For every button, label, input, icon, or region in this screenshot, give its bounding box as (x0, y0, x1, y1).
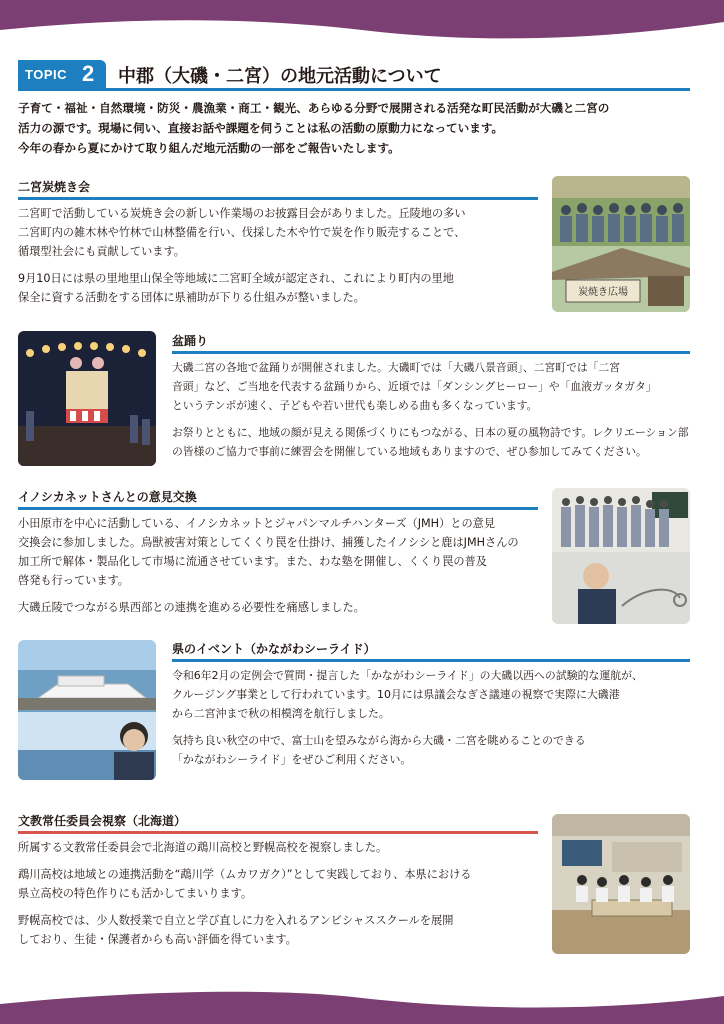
body-line: クルージング事業として行われています。10月には県議会なぎさ議連の視察で実際に大磯港 (172, 688, 620, 701)
section-title-seaside: 県のイベント（かながわシーライド） (172, 642, 376, 656)
body-line: から二宮沖まで秋の相模湾を航行しました。 (172, 707, 390, 720)
body-line: 9月10日には県の里地里山保全等地域に二宮町全域が認定され、これにより町内の里地 (18, 272, 454, 285)
body-line: 「かながわシーライド」をぜひご利用ください。 (172, 753, 412, 766)
body-line: 気持ち良い秋空の中で、富士山を望みながら海から大磯・二宮を眺めることのできる (172, 734, 586, 747)
topic-title: 中郡（大磯・二宮）の地元活動について (118, 66, 442, 87)
top-wave-decoration (0, 0, 724, 44)
body-line: お祭りとともに、地域の顔が見える関係づくりにもつながる、日本の夏の風物詩です。レクリエーション部 (172, 426, 689, 439)
body-line: 大磯二宮の各地で盆踊りが開催されました。大磯町では「大磯八景音頭」、二宮町では「二宮 (172, 361, 621, 374)
photo-sea-ride (18, 640, 156, 780)
photo-sumiyaki-group (552, 176, 690, 312)
body-line: 啓発も行っています。 (18, 574, 129, 587)
body-line: 野幌高校では、少人数授業で自立と学び直しに力を入れるアンビシャススクールを展開 (18, 914, 454, 927)
body-line: 鵡川高校は地域との連携活動を“鵡川学（ムカワガク）”として実践しており、本県における (18, 868, 472, 881)
intro-line: 今年の春から夏にかけて取り組んだ地元活動の一部をご報告いたします。 (18, 141, 400, 155)
section-body-bunkyo (18, 838, 543, 957)
section-body-sumiyaki (18, 204, 543, 315)
body-line: 二宮町内の雑木林や竹林で山林整備を行い、伐採した木や竹で炭を作り販売することで、 (18, 226, 466, 239)
section-title-sumiyaki: 二宮炭焼き会 (18, 180, 91, 194)
section-body-inoshika (18, 514, 543, 625)
body-line: というテンポが速く、子どもや若い世代も楽しめる曲も多くなっています。 (172, 399, 538, 412)
section-body-bon (172, 358, 692, 469)
body-line: 循環型社会にも貢献しています。 (18, 245, 185, 258)
photo-sign-text: 炭焼き広場 (578, 287, 628, 298)
section-rule (172, 659, 690, 662)
body-line: 交換会に参加しました。鳥獣被害対策としてくくり罠を仕掛け、捕獲したイノシシと鹿はJMHさんの (18, 536, 519, 549)
body-line: の皆様のご協力で事前に練習会を開催している地域もありますので、ぜひ参加してみてください。 (172, 445, 647, 458)
bottom-wave-decoration (0, 984, 724, 1024)
body-line: 小田原市を中心に活動している、イノシカネットとジャパンマルチハンターズ（JMH）との意見 (18, 517, 496, 530)
body-line: 加工所で解体・製品化して市場に流通させています。また、わな塾を開催し、くくり罠の普及 (18, 555, 487, 568)
intro-line: 子育て・福祉・自然環境・防災・農漁業・商工・観光、あらゆる分野で展開される活発な町民活動が大磯と二宮の (18, 101, 610, 115)
topic-badge (18, 60, 106, 88)
body-line: 二宮町で活動している炭焼き会の新しい作業場のお披露目会がありました。丘陵地の多い (18, 207, 466, 220)
body-line: 保全に資する活動をする団体に県補助が下りる仕組みが整いました。 (18, 291, 365, 304)
section-title-inoshika: イノシカネットさんとの意見交換 (18, 490, 197, 504)
intro-text (18, 98, 692, 158)
photo-inoshika-meeting (552, 488, 690, 624)
body-line: 令和6年2月の定例会で質問・提言した「かながわシーライド」の大磯以西への試験的な運航が、 (172, 669, 643, 682)
section-title-bunkyo: 文教常任委員会視察（北海道） (18, 814, 187, 828)
body-line: 大磯丘陵でつながる県西部との連携を進める必要性を痛感しました。 (18, 601, 365, 614)
body-line: 音頭」など、ご当地を代表する盆踊りから、近頃では「ダンシングヒーロー」や「血液ガッタガタ」 (172, 380, 657, 393)
section-rule (172, 351, 690, 354)
photo-bon-odori (18, 331, 156, 466)
topic-header (18, 60, 690, 90)
topic-badge-word: TOPIC (25, 67, 67, 82)
section-rule-red (18, 831, 538, 834)
section-rule (18, 507, 538, 510)
section-title-bon: 盆踊り (172, 334, 209, 348)
intro-line: 活力の源です。現場に伺い、直接お話や課題を伺うことは私の活動の原動力になっています。 (18, 121, 504, 135)
section-rule (18, 197, 538, 200)
topic-badge-number: 2 (82, 61, 95, 86)
topic-rule (18, 88, 690, 91)
photo-school-visit (552, 814, 690, 954)
section-body-seaside (172, 666, 692, 777)
body-line: 所属する文教常任委員会で北海道の鵡川高校と野幌高校を視察しました。 (18, 841, 388, 854)
body-line: しており、生徒・保護者からも高い評価を得ています。 (18, 933, 297, 946)
body-line: 県立高校の特色作りにも活かしてまいります。 (18, 887, 253, 900)
